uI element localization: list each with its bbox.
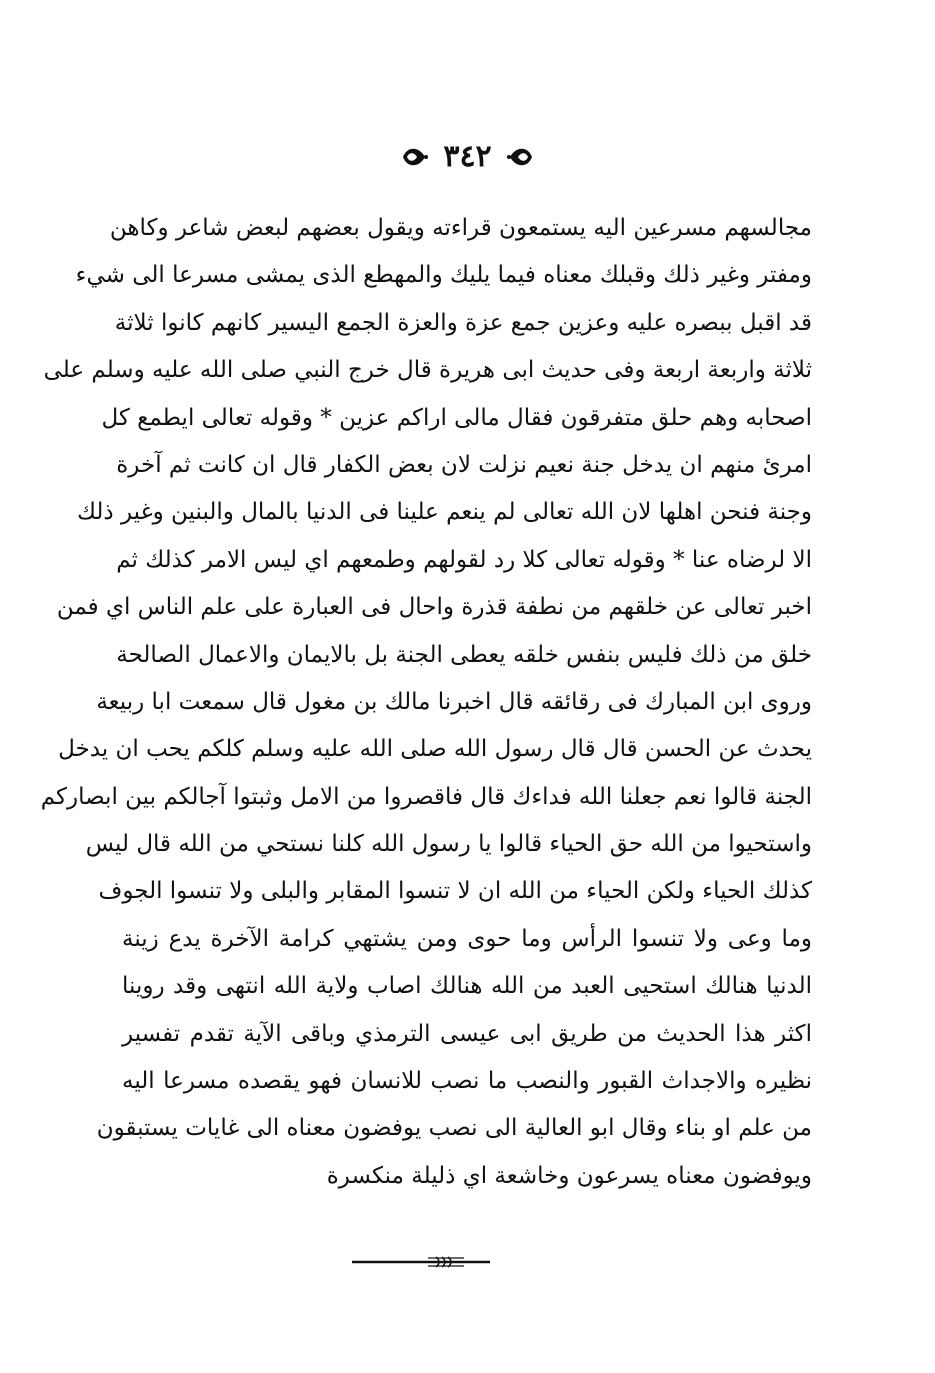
page-number: ٣٤٢ [443, 139, 492, 174]
text-line: ويوفضون معناه يسرعون وخاشعة اي ذليلة منكسرة [326, 1162, 812, 1189]
text-line: الدنيا هنالك استحيى العبد من الله هنالك اصاب ولاية الله انتهى وقد روينا [122, 973, 812, 1000]
text-line: خلق من ذلك فليس بنفس خلقه يعطى الجنة بل بالايمان والاعمال الصالحة [116, 641, 812, 668]
text-line: نظيره والاجداث القبور والنصب ما نصب للانسان فهو يقصده مسرعا اليه [122, 1068, 812, 1095]
text-line: اصحابه وهم حلق متفرقون فقال مالى اراكم عزين * وقوله تعالى ايطمع كل [101, 404, 812, 431]
text-line: الا لرضاه عنا * وقوله تعالى كلا رد لقولهم وطمعهم اي ليس الامر كذلك ثم [116, 546, 812, 573]
text-line: واستحيوا من الله حق الحياء قالوا يا رسول الله كلنا نستحي من الله قال ليس [85, 831, 812, 858]
text-line: مجالسهم مسرعين اليه يستمعون قراءته ويقول بعضهم لبعض شاعر وكاهن [109, 215, 812, 241]
text-line: يحدث عن الحسن قال قال رسول الله صلى الله عليه وسلم كلكم يحب ان يدخل [58, 736, 812, 763]
page-header [0, 132, 935, 182]
text-line: من علم او بناء وقال ابو العالية الى نصب يوفضون معناه الى غايات يستبقون [96, 1115, 812, 1142]
text-line: اخبر تعالى عن خلقهم من نطفة قذرة واحال فى العبارة على علم الناس اي فمن [56, 594, 812, 621]
text-line: وروى ابن المبارك فى رقائقه قال اخبرنا مالك بن مغول قال سمعت ابا ربيعة [96, 688, 812, 715]
main-text [40, 205, 812, 1200]
text-line: امرئ منهم ان يدخل جنة نعيم نزلت لان بعض الكفار قال ان كانت ثم آخرة [116, 451, 812, 478]
text-line: ومفتر وغير ذلك وقبلك معناه فيما يليك والمهطع الذى يمشى مسرعا الى شيء [75, 262, 812, 289]
ornament-right-icon [399, 142, 429, 172]
text-line: اكثر هذا الحديث من طريق ابى عيسى الترمذي وباقى الآية تقدم تفسير [122, 1020, 812, 1047]
ornament-left-icon [506, 142, 536, 172]
text-line: قد اقبل ببصره عليه وعزين جمع عزة والعزة الجمع اليسير كانهم كانوا ثلاثة [114, 309, 812, 336]
text-line: الجنة قالوا نعم جعلنا الله فداءك قال فاقصروا من الامل وثبتوا آجالكم بين ابصاركم [40, 783, 812, 810]
text-line: كذلك الحياء ولكن الحياء من الله ان لا تنسوا المقابر والبلى ولا تنسوا الجوف [98, 878, 812, 905]
text-line: ثلاثة واربعة اربعة وفى حديث ابى هريرة قال خرج النبي صلى الله عليه وسلم على [43, 357, 812, 384]
text-line: وجنة فنحن اهلها لان الله تعالى لم ينعم علينا فى الدنيا بالمال والبنين وغير ذلك [77, 499, 812, 526]
end-ornament-rule [352, 1254, 490, 1270]
text-line: وما وعى ولا تنسوا الرأس وما حوى ومن يشتهي كرامة الآخرة يدع زينة [122, 925, 812, 952]
